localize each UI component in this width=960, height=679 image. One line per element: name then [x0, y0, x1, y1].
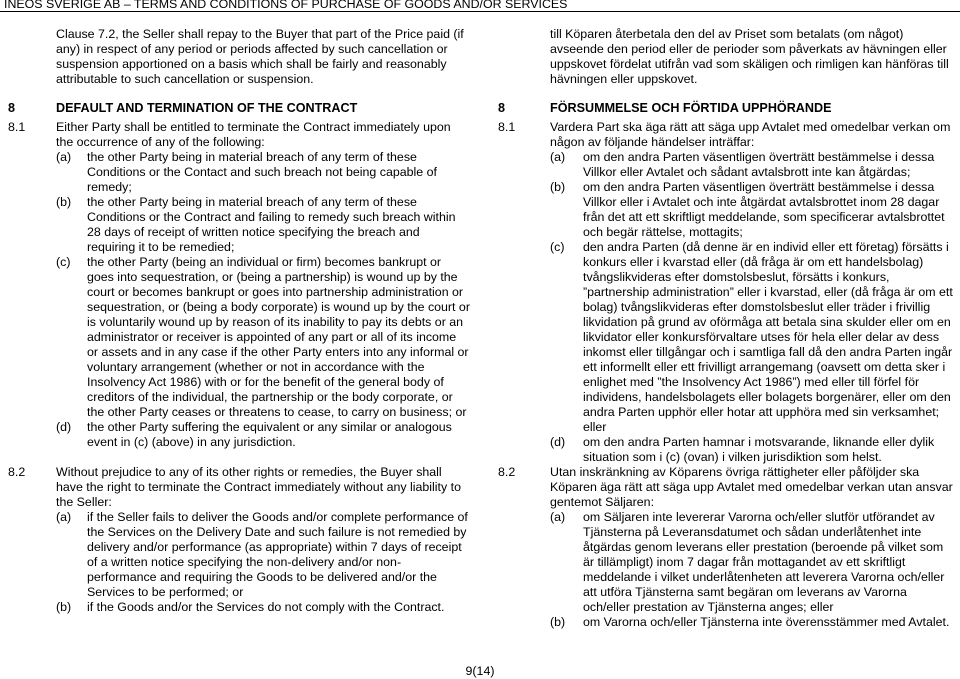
english-clause-8-2-intro: Without prejudice to any of its other rights or remedies, the Buyer shall have the right to terminate the Contract immediately without any liability to the Seller: [56, 465, 461, 509]
item-text: if the Seller fails to deliver the Goods and/or complete performance of the Services on the Delivery Date and such failure is not remedied by delivery and/or performance (as appropriate) within 7 days of receipt of a written notice specifying the non-delivery and/or non-performance and requiring the Goods to be delivered and/or the Services to be performed; or [87, 510, 468, 599]
swedish-clause-8-1-item-c [550, 240, 954, 435]
item-label: (b) [550, 615, 566, 629]
swedish-clause-8-1-number: 8.1 [498, 120, 516, 134]
item-label: (b) [56, 195, 72, 209]
item-text: the other Party being in material breach of any term of these Conditions or the Contact and such breach not being capable of remedy; [87, 150, 437, 194]
swedish-clause-8-2-intro: Utan inskränkning av Köparens övriga rättigheter eller påföljder ska Köparen äga rätt att säga upp Avtalet med omedelbar verkan utan ansvar gentemot Säljaren: [550, 465, 953, 509]
item-text: om den andra Parten väsentligen överträtt bestämmelse i dessa Villkor eller Avtalet och sådant avtalsbrott inte kan åtgärdas; [583, 150, 935, 179]
item-text: the other Party (being an individual or firm) becomes bankrupt or goes into sequestration, or (being a partnership) is wound up by the court or becomes bankrupt or goes into partnership administration or sequestration, or (being a body corporate) is wound up by the court or is voluntarily wound up by reason of its inability to pay its debts or an administrator or receiver is appointed of any part or all of its income or assets and in any case if the other Party enters into any informal or voluntary arrangement (whether or not in accordance with the Insolvency Act 1986) with or for the benefit of the general body of creditors of the individual, the partnership or the body corporate, or the other Party ceases or threatens to cease, to carry on business; or [87, 255, 470, 419]
english-clause-8-2-item-b [56, 600, 470, 615]
item-text: the other Party suffering the equivalent or any similar or analogous event in (c) (above) in any jurisdiction. [87, 420, 452, 449]
english-clause-8-1 [56, 120, 470, 450]
swedish-clause-8-2 [550, 465, 954, 630]
item-text: om den andra Parten väsentligen överträtt bestämmelse i dessa Villkor eller i Avtalet och inte åtgärdat avtalsbrottet inom 28 dagar från det att ett skriftligt meddelande, som specificerar avtalsbrottet och begär rättelse, mottagits; [583, 180, 945, 239]
english-clause-8-2-number: 8.2 [8, 465, 26, 479]
item-text: if the Goods and/or the Services do not comply with the Contract. [87, 600, 445, 614]
item-text: den andra Parten (då denne är en individ eller ett företag) försätts i konkurs eller i kvarstad eller (då fråga är om ett handelsbolag) tvångslikvideras efter domstolsbeslut, försätts i konkurs, ”partnership administration” eller i kvarstad, eller (då fråga är om ett bolag) tvångslikvideras efter domstolsbeslut eller träder i frivillig likvidation på grund av oförmåga att betala sina skulder eller om en likvidator eller konkursförvaltare utses för hela eller delar av dess inkomst eller tillgångar och i samtliga fall då den andra Parten ingår ett informellt eller ett frivilligt arrangemang (oavsett om detta sker i enlighet med ”the Insolvency Act 1986”) med eller till förfel för individens, handelsbolagets eller bolagets borgenärer, eller om den andra Parten upphör eller hotar att upphöra med sin verksamhet; eller [583, 240, 953, 434]
english-clause-8-1-item-d [56, 420, 470, 450]
swedish-lead-paragraph: till Köparen återbetala den del av Priset som betalats (om något) avseende den period eller de perioder som påverkats av hävningen eller uppskovet fördelat utifrån vad som skäligen och rimligen kan hänföras till hävningen eller uppskovet. [550, 27, 949, 86]
item-label: (b) [550, 180, 566, 194]
swedish-section-title: FÖRSUMMELSE OCH FÖRTIDA UPPHÖRANDE [550, 101, 832, 115]
item-label: (c) [550, 240, 565, 254]
english-clause-8-1-item-a [56, 150, 470, 195]
swedish-clause-8-1 [550, 120, 954, 465]
header-title: INEOS SVERIGE AB – TERMS AND CONDITIONS OF PURCHASE OF GOODS AND/OR SERVICES [4, 0, 568, 11]
swedish-section-number: 8 [498, 101, 506, 115]
item-label: (b) [56, 600, 72, 614]
swedish-clause-8-2-item-a [550, 510, 954, 615]
english-clause-8-1-item-c [56, 255, 470, 420]
english-clause-8-1-intro: Either Party shall be entitled to terminate the Contract immediately upon the occurrence of any of the following: [56, 120, 451, 149]
item-text: om Säljaren inte levererar Varorna och/eller slutför utförandet av Tjänsterna på Leveransdatumet och sådan underlåtenhet inte åtgärdas genom leverans eller prestation (beroende på vilket som är tillämpligt) inom 7 dagar från mottagandet av ett skriftligt meddelande i vilket underlåtenheten att leverera Varorna och/eller att utföra Tjänsterna samt begäran om leverans av Varorna och/eller prestation av Tjänsterna anges; eller [583, 510, 945, 614]
english-clause-8-1-number: 8.1 [8, 120, 26, 134]
english-section-number: 8 [8, 101, 16, 115]
swedish-clause-8-1-item-b [550, 180, 954, 240]
item-text: om Varorna och/eller Tjänsterna inte överensstämmer med Avtalet. [583, 615, 950, 629]
english-section-title: DEFAULT AND TERMINATION OF THE CONTRACT [56, 101, 358, 115]
swedish-clause-8-1-intro: Vardera Part ska äga rätt att säga upp Avtalet med omedelbar verkan om någon av följande händelser inträffar: [550, 120, 951, 149]
item-label: (c) [56, 255, 71, 269]
item-label: (d) [56, 420, 72, 434]
english-clause-8-2 [56, 465, 470, 615]
item-text: the other Party being in material breach of any term of these Conditions or the Contract and failing to remedy such breach within 28 days of receipt of written notice specifying the breach and requiring it to be remedied; [87, 195, 456, 254]
swedish-clause-8-1-item-d [550, 435, 954, 465]
item-label: (a) [56, 150, 72, 164]
swedish-clause-8-2-item-b [550, 615, 954, 630]
item-text: om den andra Parten hamnar i motsvarande, liknande eller dylik situation som i (c) (ovan) i vilken jurisdiktion som helst. [583, 435, 935, 464]
swedish-clause-8-1-item-a [550, 150, 954, 180]
swedish-clause-8-2-number: 8.2 [498, 465, 516, 479]
english-clause-8-2-item-a [56, 510, 470, 600]
page-number: 9(14) [465, 664, 495, 678]
english-clause-8-1-item-b [56, 195, 470, 255]
item-label: (a) [550, 150, 566, 164]
item-label: (d) [550, 435, 566, 449]
english-lead-paragraph: Clause 7.2, the Seller shall repay to the Buyer that part of the Price paid (if any) in respect of any period or periods affected by such cancellation or suspension apportioned on a basis which shall be fairly and reasonably attributable to such cancellation or suspension. [56, 27, 464, 86]
document-header [0, 0, 960, 12]
item-label: (a) [56, 510, 72, 524]
item-label: (a) [550, 510, 566, 524]
